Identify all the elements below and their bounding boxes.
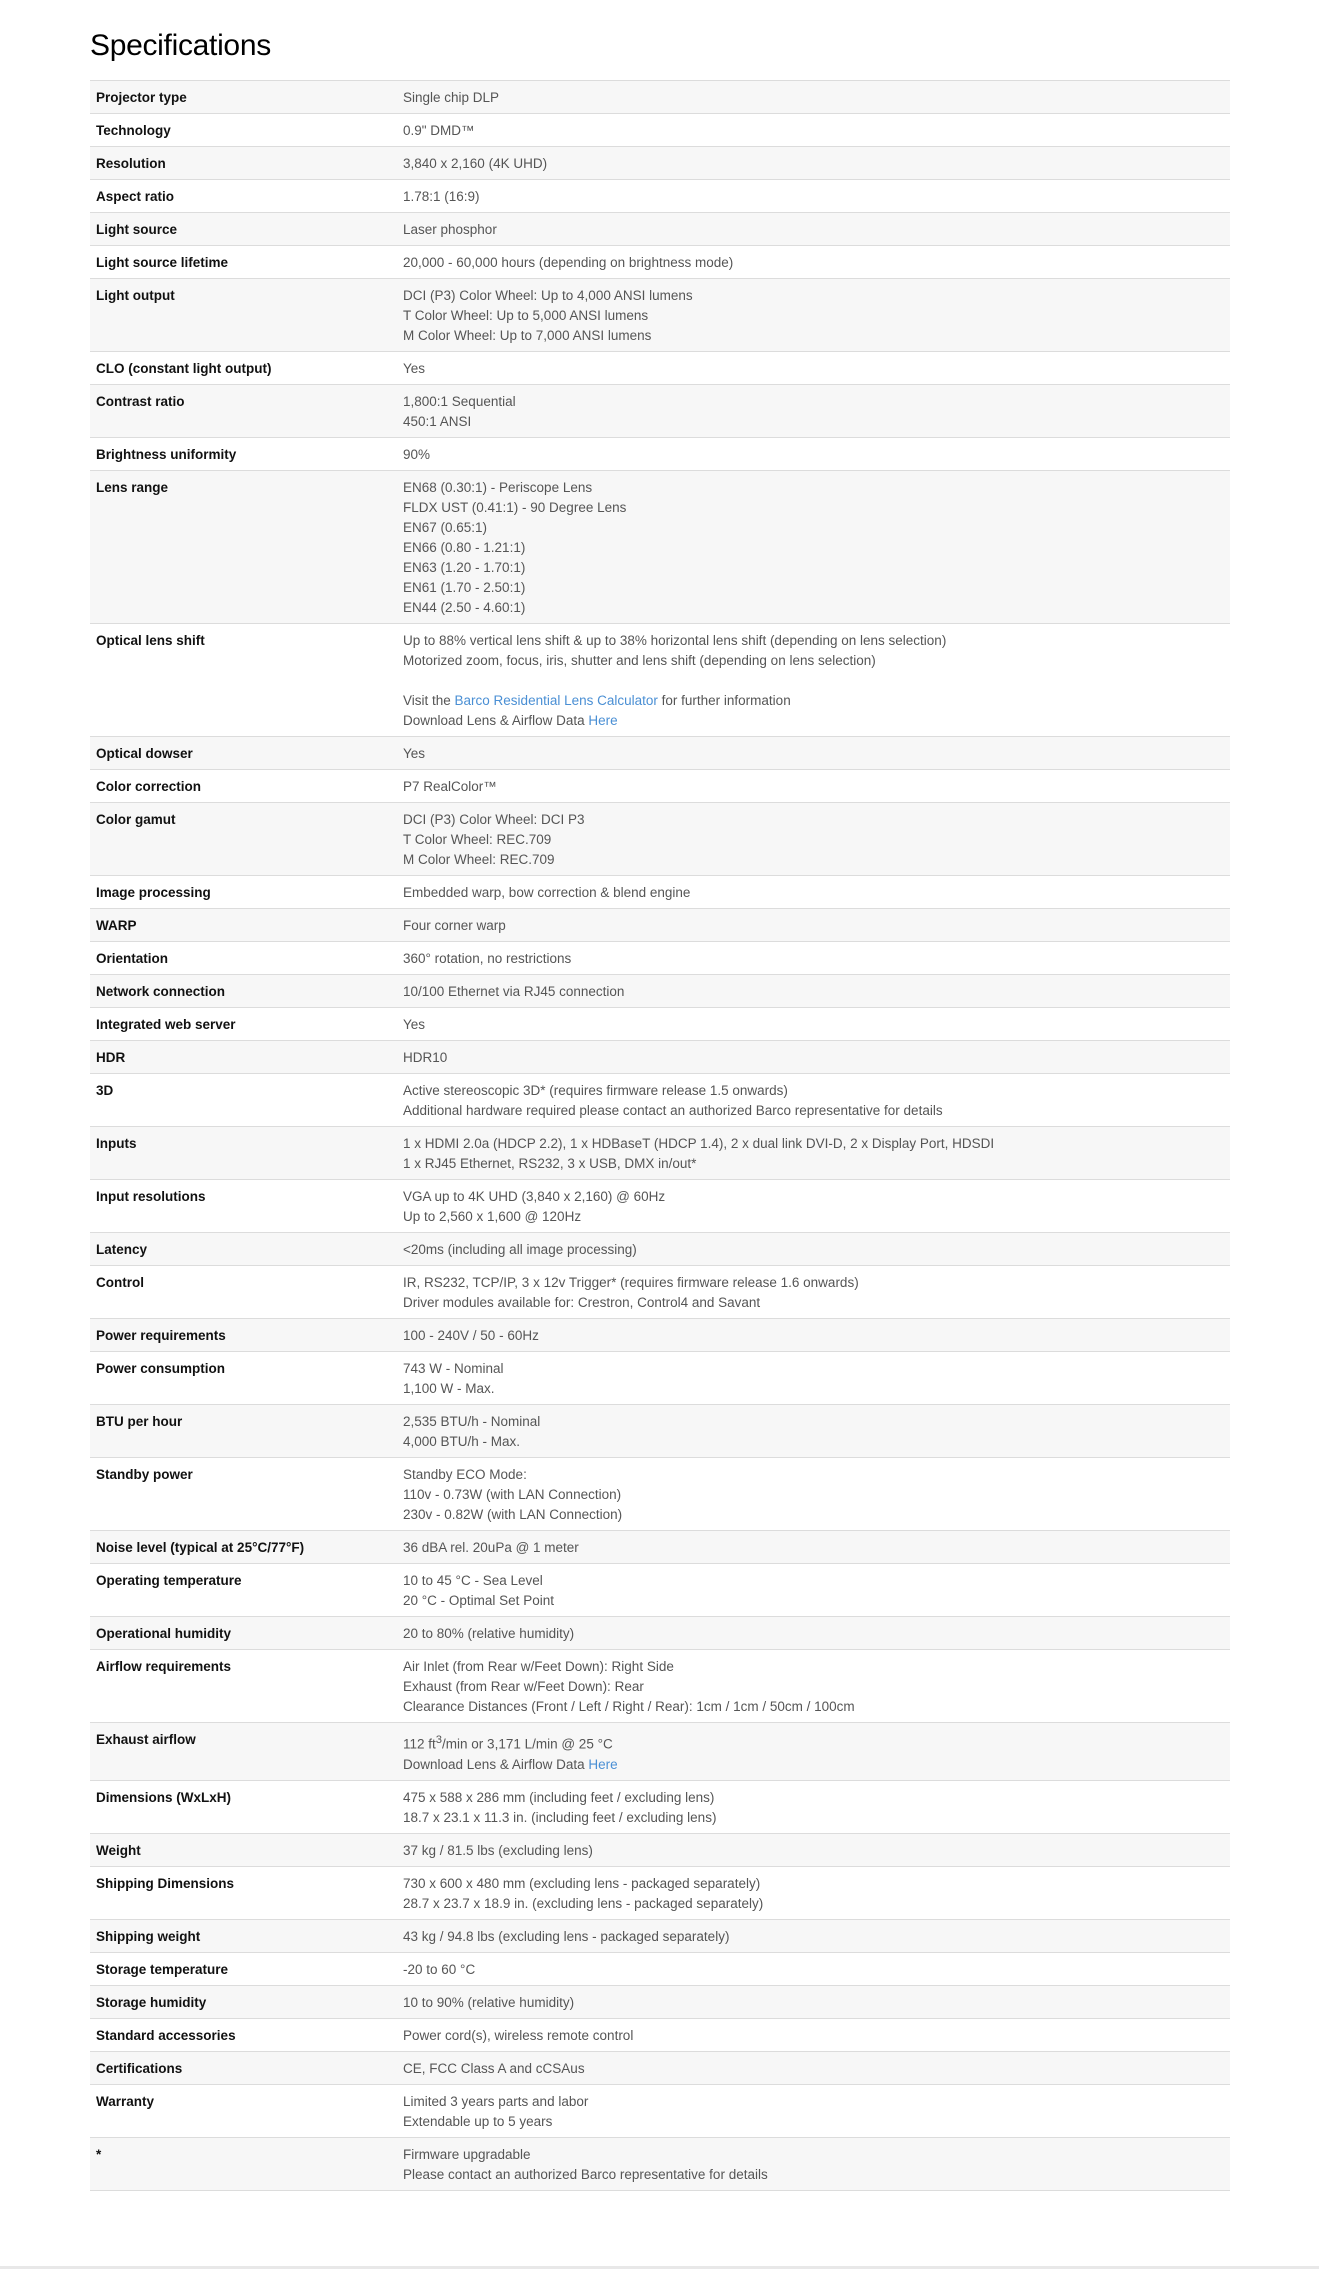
spec-label: Optical lens shift (96, 633, 205, 648)
spec-value-text: Firmware upgradable (403, 2146, 531, 2162)
spec-value-line (403, 445, 1224, 465)
spec-value-line (403, 1379, 1224, 1399)
spec-value-line (403, 1326, 1224, 1346)
spec-value (397, 2018, 1230, 2051)
spec-value-line (403, 1894, 1224, 1914)
spec-value-line (403, 286, 1224, 306)
spec-value-line (403, 1015, 1224, 1035)
spec-value-text: 475 x 588 x 286 mm (including feet / excluding lens) (403, 1789, 715, 1805)
spec-row (90, 1458, 1230, 1531)
spec-value-text: 20,000 - 60,000 hours (depending on brightness mode) (403, 255, 734, 270)
spec-value-line (403, 154, 1224, 174)
spec-value-line (403, 777, 1224, 797)
spec-label: Noise level (typical at 25°C/77°F) (96, 1540, 305, 1555)
spec-value-line (403, 558, 1224, 578)
spec-row (90, 803, 1230, 876)
spec-label: Image processing (96, 885, 211, 900)
spec-value-text: 743 W - Nominal (403, 1361, 504, 1376)
spec-value-line (403, 326, 1224, 346)
spec-row (90, 279, 1230, 352)
spec-value-text: Please contact an authorized Barco representative for details (403, 2166, 768, 2182)
spec-value-text: M Color Wheel: REC.709 (403, 852, 555, 867)
spec-value-text: 3,840 x 2,160 (4K UHD) (403, 156, 548, 171)
spec-row (90, 624, 1230, 737)
spec-value-text: EN68 (0.30:1) - Periscope Lens (403, 480, 593, 495)
spec-value (397, 2084, 1230, 2137)
spec-value-line (403, 2165, 1224, 2185)
spec-row (90, 1352, 1230, 1405)
spec-value-line (403, 538, 1224, 558)
spec-value (397, 1952, 1230, 1985)
spec-value-text: HDR10 (403, 1050, 448, 1065)
spec-value (397, 909, 1230, 942)
spec-row (90, 385, 1230, 438)
spec-value-text: 1,800:1 Sequential (403, 394, 516, 409)
spec-value-line (403, 1874, 1224, 1894)
spec-row (90, 770, 1230, 803)
spec-value-text: Additional hardware required please contact an authorized Barco representative for details (403, 1103, 943, 1118)
spec-label: Brightness uniformity (96, 447, 237, 462)
spec-value (397, 975, 1230, 1008)
spec-value-text: 1,100 W - Max. (403, 1381, 495, 1396)
spec-value-line (403, 2112, 1224, 2132)
superscript-cubed: 3 (435, 1734, 443, 1746)
spec-label: Optical dowser (96, 746, 193, 761)
spec-label: HDR (96, 1050, 126, 1065)
spec-label: Dimensions (WxLxH) (96, 1789, 232, 1805)
spec-value-line (403, 2026, 1224, 2046)
spec-value (397, 213, 1230, 246)
spec-label: Weight (96, 1842, 141, 1858)
spec-label: Storage humidity (96, 1994, 207, 2010)
spec-value-text: Power cord(s), wireless remote control (403, 2027, 634, 2043)
spec-value (397, 1531, 1230, 1564)
spec-value-line (403, 982, 1224, 1002)
spec-row (90, 2137, 1230, 2190)
spec-value-line (403, 1657, 1224, 1677)
spec-value-line (403, 651, 1224, 671)
specifications-table (90, 80, 1230, 2191)
spec-row (90, 2051, 1230, 2084)
spec-value-line (403, 220, 1224, 240)
spec-label: Operating temperature (96, 1573, 242, 1588)
spec-value-line (403, 1101, 1224, 1121)
spec-value-text: P7 RealColor™ (403, 779, 497, 794)
spec-value (397, 624, 1230, 737)
spec-value (397, 1180, 1230, 1233)
spec-value (397, 2051, 1230, 2084)
spec-value-line (403, 1788, 1224, 1808)
spec-value-text: EN63 (1.20 - 1.70:1) (403, 560, 526, 575)
spec-value-text: 36 dBA rel. 20uPa @ 1 meter (403, 1540, 579, 1555)
spec-row (90, 1650, 1230, 1723)
spec-label: * (96, 2146, 102, 2162)
spec-label: Inputs (96, 1136, 137, 1151)
spec-label: Aspect ratio (96, 189, 175, 204)
spec-value-text: FLDX UST (0.41:1) - 90 Degree Lens (403, 500, 627, 515)
spec-label: Warranty (96, 2093, 155, 2109)
spec-value-line (403, 518, 1224, 538)
spec-value-text: 450:1 ANSI (403, 414, 472, 429)
spec-label: Color correction (96, 779, 202, 794)
spec-value-text: EN67 (0.65:1) (403, 520, 488, 535)
spec-value (397, 1319, 1230, 1352)
spec-value-line (403, 744, 1224, 764)
spec-value-text: Clearance Distances (Front / Left / Right / Rear): 1cm / 1cm / 50cm / 100cm (403, 1699, 855, 1714)
spec-row (90, 81, 1230, 114)
spec-value-text: M Color Wheel: Up to 7,000 ANSI lumens (403, 328, 652, 343)
spec-label: BTU per hour (96, 1414, 183, 1429)
spec-label: Resolution (96, 156, 166, 171)
spec-value-line (403, 578, 1224, 598)
spec-value-text: VGA up to 4K UHD (3,840 x 2,160) @ 60Hz (403, 1189, 666, 1204)
spec-label: Integrated web server (96, 1017, 236, 1032)
spec-label: Projector type (96, 90, 187, 105)
spec-value-line (403, 883, 1224, 903)
spec-value (397, 81, 1230, 114)
spec-value-line (403, 1081, 1224, 1101)
spec-value-line (403, 1808, 1224, 1828)
spec-label: Airflow requirements (96, 1659, 232, 1674)
spec-value-text: 730 x 600 x 480 mm (excluding lens - packaged separately) (403, 1875, 761, 1891)
spec-label: Shipping Dimensions (96, 1875, 235, 1891)
spec-value (397, 942, 1230, 975)
spec-value-text: Up to 2,560 x 1,600 @ 120Hz (403, 1209, 582, 1224)
spec-label: Standby power (96, 1467, 193, 1482)
spec-value-text: Download Lens & Airflow Data (403, 1756, 589, 1772)
spec-row (90, 1617, 1230, 1650)
spec-row (90, 1405, 1230, 1458)
spec-value-line (403, 1359, 1224, 1379)
spec-value-text: 1.78:1 (16:9) (403, 189, 480, 204)
spec-value-line (403, 830, 1224, 850)
spec-value (397, 1564, 1230, 1617)
spec-row (90, 471, 1230, 624)
spec-value-text: T Color Wheel: Up to 5,000 ANSI lumens (403, 308, 649, 323)
spec-value-line (403, 359, 1224, 379)
spec-value-line (403, 1591, 1224, 1611)
spec-value (397, 352, 1230, 385)
spec-label: Storage temperature (96, 1961, 229, 1977)
spec-value-text: Exhaust (from Rear w/Feet Down): Rear (403, 1679, 644, 1694)
spec-value-line (403, 711, 1224, 731)
spec-value-line (403, 1960, 1224, 1980)
spec-label: CLO (constant light output) (96, 361, 272, 376)
spec-value-text: Yes (403, 361, 426, 376)
spec-label: Lens range (96, 480, 169, 495)
spec-value (397, 279, 1230, 352)
spec-value-line (403, 1240, 1224, 1260)
spec-value (397, 147, 1230, 180)
spec-row (90, 1041, 1230, 1074)
spec-value-line (403, 1154, 1224, 1174)
spec-value (397, 1233, 1230, 1266)
spec-row (90, 180, 1230, 213)
spec-label: 3D (96, 1083, 114, 1098)
spec-label: Power requirements (96, 1328, 226, 1343)
spec-label: Light output (96, 288, 175, 303)
spec-label: Light source lifetime (96, 255, 229, 270)
spec-value (397, 737, 1230, 770)
spec-value-line (403, 412, 1224, 432)
spec-value-text: 18.7 x 23.1 x 11.3 in. (including feet / excluding lens) (403, 1809, 717, 1825)
spec-label: Certifications (96, 2060, 183, 2076)
spec-value-text: 0.9" DMD™ (403, 123, 475, 138)
spec-value-line (403, 1677, 1224, 1697)
spec-value-text: 360° rotation, no restrictions (403, 951, 572, 966)
spec-value-line (403, 850, 1224, 870)
spec-value-text: DCI (P3) Color Wheel: Up to 4,000 ANSI lumens (403, 288, 693, 303)
spec-value (397, 2137, 1230, 2190)
spec-value-line (403, 1571, 1224, 1591)
spec-row (90, 1833, 1230, 1866)
spec-value (397, 1617, 1230, 1650)
spec-label: Shipping weight (96, 1928, 201, 1944)
spec-value-line (403, 1485, 1224, 1505)
spec-row (90, 1319, 1230, 1352)
spec-value-text: Visit the (403, 693, 455, 708)
spec-value-text: 28.7 x 23.7 x 18.9 in. (excluding lens - packaged separately) (403, 1895, 764, 1911)
spec-value-line (403, 810, 1224, 830)
spec-value (397, 1041, 1230, 1074)
spec-value-text: Active stereoscopic 3D* (requires firmware release 1.5 onwards) (403, 1083, 788, 1098)
spec-value-line (403, 598, 1224, 618)
spec-value-text: 112 ft (403, 1736, 436, 1752)
spec-row (90, 1233, 1230, 1266)
spec-row (90, 1127, 1230, 1180)
spec-label: Network connection (96, 984, 226, 999)
spec-value-text: Download Lens & Airflow Data (403, 713, 589, 728)
spec-value-text: 10 to 45 °C - Sea Level (403, 1573, 543, 1588)
spec-value-line (403, 88, 1224, 108)
spec-row (90, 1180, 1230, 1233)
spec-value-line (403, 1412, 1224, 1432)
spec-value (397, 876, 1230, 909)
spec-row (90, 114, 1230, 147)
spec-value-text: 37 kg / 81.5 lbs (excluding lens) (403, 1842, 593, 1858)
spec-label: Control (96, 1275, 144, 1290)
spec-label: Color gamut (96, 812, 176, 827)
spec-value (397, 385, 1230, 438)
spec-label: Exhaust airflow (96, 1732, 196, 1747)
spec-value-line (403, 1505, 1224, 1525)
spec-row (90, 1266, 1230, 1319)
spec-row (90, 1866, 1230, 1919)
lens-calculator-link[interactable]: Barco Residential Lens Calculator (454, 693, 658, 708)
download-here-link[interactable]: Here (588, 1756, 618, 1772)
spec-value-line (403, 2092, 1224, 2112)
spec-value-text: DCI (P3) Color Wheel: DCI P3 (403, 812, 585, 827)
spec-row (90, 737, 1230, 770)
specifications-table-body (90, 81, 1230, 2191)
spec-row (90, 1723, 1230, 1781)
spec-value-line (403, 306, 1224, 326)
spec-value-text: 90% (403, 447, 431, 462)
spec-value-line (403, 1134, 1224, 1154)
download-here-link[interactable]: Here (588, 713, 618, 728)
spec-value-line (403, 1841, 1224, 1861)
spec-row (90, 1919, 1230, 1952)
spec-value-line (403, 691, 1224, 711)
spec-value-text: 43 kg / 94.8 lbs (excluding lens - packaged separately) (403, 1928, 730, 1944)
spec-value-text: <20ms (including all image processing) (403, 1242, 637, 1257)
spec-value-line (403, 187, 1224, 207)
spec-value-text: Single chip DLP (403, 90, 500, 105)
spec-value-text: 1 x RJ45 Ethernet, RS232, 3 x USB, DMX in/out* (403, 1156, 697, 1171)
spec-row (90, 2084, 1230, 2137)
spec-value (397, 114, 1230, 147)
spec-value-text: for further information (657, 693, 791, 708)
spec-row (90, 2018, 1230, 2051)
spec-value-text: Yes (403, 746, 426, 761)
spec-value-text: -20 to 60 °C (403, 1961, 476, 1977)
spec-value (397, 1919, 1230, 1952)
spec-value-line (403, 1993, 1224, 2013)
spec-row (90, 147, 1230, 180)
spec-value-line (403, 1538, 1224, 1558)
spec-value-text: CE, FCC Class A and cCSAus (403, 2060, 585, 2076)
spec-value (397, 1074, 1230, 1127)
spec-value-text: 100 - 240V / 50 - 60Hz (403, 1328, 539, 1343)
spec-row (90, 876, 1230, 909)
spec-value-line (403, 949, 1224, 969)
spec-value (397, 246, 1230, 279)
spec-value-line (403, 1465, 1224, 1485)
spec-value-text: Up to 88% vertical lens shift & up to 38% horizontal lens shift (depending on lens selection) (403, 633, 947, 648)
spec-value-text: EN61 (1.70 - 2.50:1) (403, 580, 526, 595)
spec-label: Orientation (96, 951, 169, 966)
spec-label: Standard accessories (96, 2027, 236, 2043)
spec-value-line (403, 478, 1224, 498)
spec-value (397, 1352, 1230, 1405)
spec-value-line (403, 1730, 1224, 1755)
spec-value (397, 803, 1230, 876)
spec-value (397, 180, 1230, 213)
specifications-section (90, 24, 1230, 2191)
spec-value-text: Limited 3 years parts and labor (403, 2093, 589, 2109)
spec-row (90, 1074, 1230, 1127)
spec-value-line (403, 1927, 1224, 1947)
spec-value-text: Laser phosphor (403, 222, 497, 237)
spec-value-text: Standby ECO Mode: (403, 1467, 527, 1482)
spec-value-line (403, 916, 1224, 936)
spec-value-line (403, 498, 1224, 518)
spec-row (90, 1008, 1230, 1041)
spec-row (90, 1780, 1230, 1833)
spec-value-line (403, 1048, 1224, 1068)
spec-value-line (403, 1187, 1224, 1207)
spec-value (397, 1008, 1230, 1041)
spec-value-text: Embedded warp, bow correction & blend engine (403, 885, 691, 900)
spec-value (397, 1723, 1230, 1781)
spec-value-text: EN66 (0.80 - 1.21:1) (403, 540, 526, 555)
spec-value-line (403, 1273, 1224, 1293)
spec-value (397, 1866, 1230, 1919)
spec-label: Power consumption (96, 1361, 226, 1376)
spec-row (90, 909, 1230, 942)
spec-value-line (403, 1624, 1224, 1644)
spec-value-line (403, 1432, 1224, 1452)
spec-value-text: Four corner warp (403, 918, 506, 933)
spec-row (90, 1564, 1230, 1617)
spec-value (397, 1266, 1230, 1319)
spec-label: Contrast ratio (96, 394, 185, 409)
spec-value-text: EN44 (2.50 - 4.60:1) (403, 600, 526, 615)
spec-row (90, 352, 1230, 385)
spec-value (397, 1458, 1230, 1531)
spec-label: Latency (96, 1242, 148, 1257)
spec-row (90, 942, 1230, 975)
spec-value (397, 770, 1230, 803)
spec-value (397, 1833, 1230, 1866)
spec-value-text: 1 x HDMI 2.0a (HDCP 2.2), 1 x HDBaseT (HDCP 1.4), 2 x dual link DVI-D, 2 x Display Port, HDSDI (403, 1136, 995, 1151)
spec-value-text: Extendable up to 5 years (403, 2113, 553, 2129)
spec-value (397, 438, 1230, 471)
spec-label: Light source (96, 222, 178, 237)
spec-label: Operational humidity (96, 1626, 232, 1641)
spec-value (397, 1780, 1230, 1833)
spec-value (397, 1985, 1230, 2018)
spec-value-text: T Color Wheel: REC.709 (403, 832, 552, 847)
spec-value-text: /min or 3,171 L/min @ 25 °C (442, 1736, 613, 1752)
spec-value (397, 1127, 1230, 1180)
spec-value-spacer (403, 671, 1224, 691)
spec-value-line (403, 253, 1224, 273)
spec-value-text: Driver modules available for: Crestron, Control4 and Savant (403, 1295, 761, 1310)
spec-value-line (403, 1293, 1224, 1313)
spec-row (90, 213, 1230, 246)
spec-value (397, 1405, 1230, 1458)
spec-value-line (403, 121, 1224, 141)
page-title: Specifications (90, 29, 271, 62)
spec-value-line (403, 631, 1224, 651)
spec-row (90, 438, 1230, 471)
spec-row (90, 975, 1230, 1008)
spec-label: WARP (96, 918, 137, 933)
spec-value-text: Yes (403, 1017, 426, 1032)
spec-value-text: Motorized zoom, focus, iris, shutter and lens shift (depending on lens selection) (403, 653, 876, 668)
spec-value-line (403, 1207, 1224, 1227)
spec-value-text: 10 to 90% (relative humidity) (403, 1994, 575, 2010)
spec-value-text: 20 to 80% (relative humidity) (403, 1626, 575, 1641)
spec-value (397, 471, 1230, 624)
spec-value-text: 230v - 0.82W (with LAN Connection) (403, 1507, 623, 1522)
spec-value-line (403, 2145, 1224, 2165)
spec-value-text: IR, RS232, TCP/IP, 3 x 12v Trigger* (requires firmware release 1.6 onwards) (403, 1275, 859, 1290)
spec-value-text: 2,535 BTU/h - Nominal (403, 1414, 541, 1429)
spec-label: Technology (96, 123, 171, 138)
spec-value-line (403, 1755, 1224, 1775)
spec-value-text: 20 °C - Optimal Set Point (403, 1593, 554, 1608)
spec-value-text: Air Inlet (from Rear w/Feet Down): Right Side (403, 1659, 674, 1674)
spec-row (90, 1985, 1230, 2018)
spec-value-text: 110v - 0.73W (with LAN Connection) (403, 1487, 622, 1502)
spec-row (90, 246, 1230, 279)
spec-value-line (403, 392, 1224, 412)
spec-value-line (403, 2059, 1224, 2079)
spec-label: Input resolutions (96, 1189, 206, 1204)
spec-value-text: 10/100 Ethernet via RJ45 connection (403, 984, 625, 999)
spec-value-line (403, 1697, 1224, 1717)
spec-row (90, 1952, 1230, 1985)
spec-row (90, 1531, 1230, 1564)
spec-value (397, 1650, 1230, 1723)
spec-value-text: 4,000 BTU/h - Max. (403, 1434, 521, 1449)
